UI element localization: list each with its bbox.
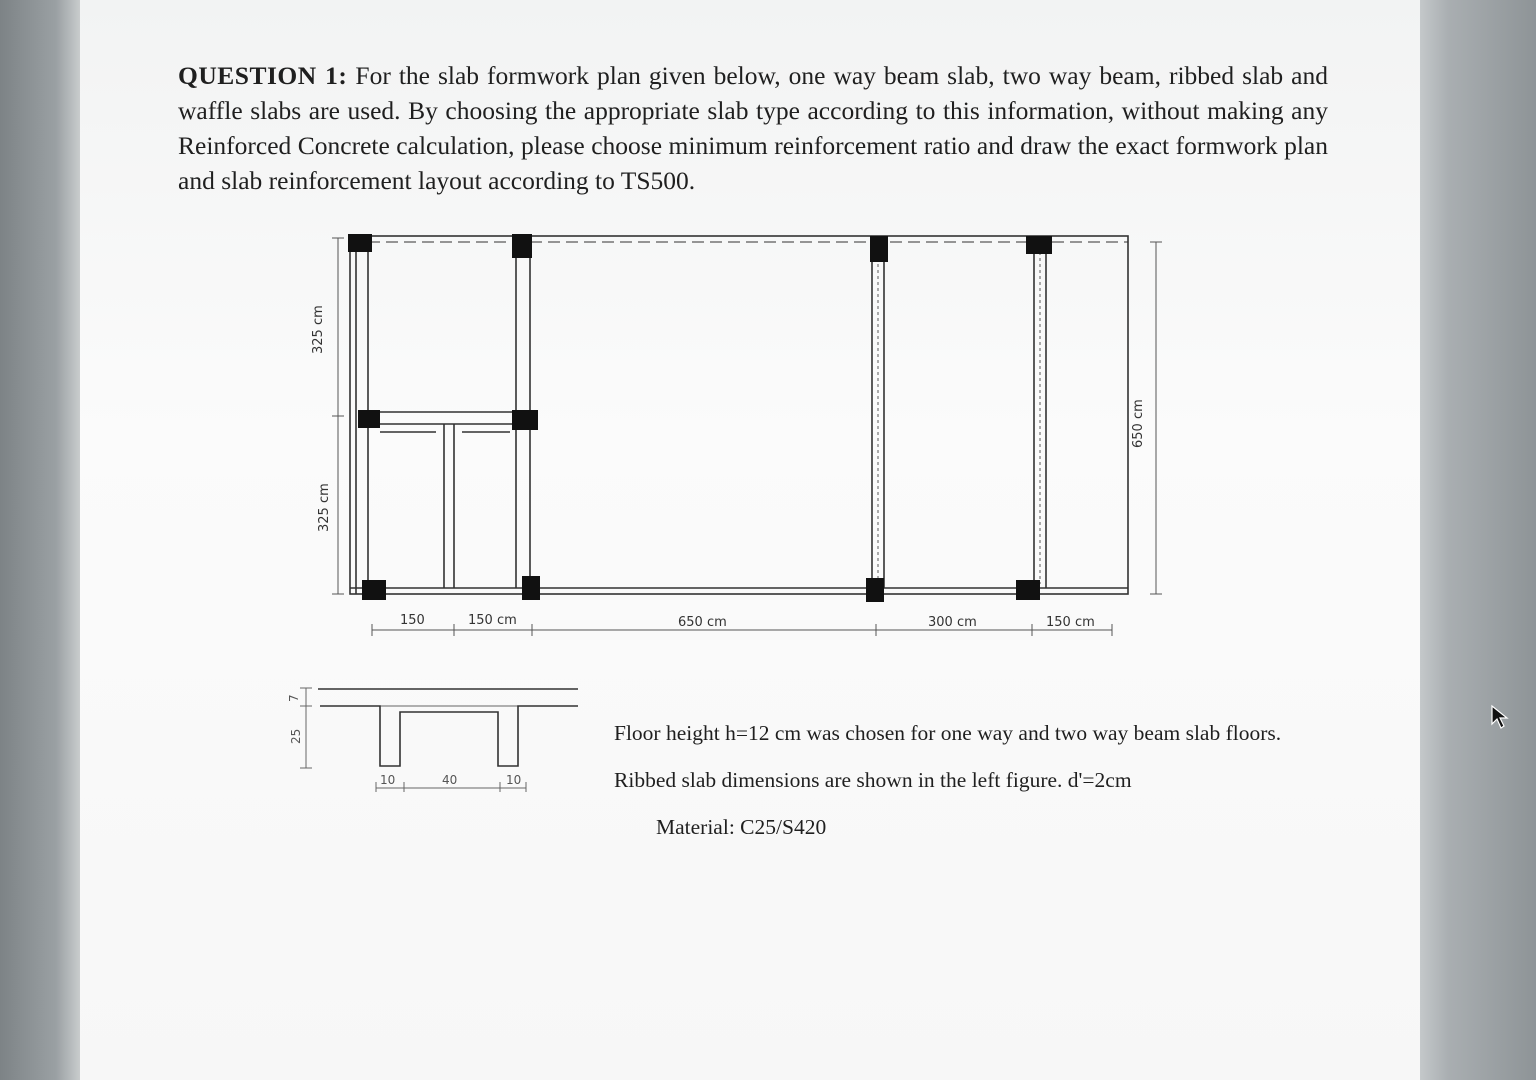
column: [866, 578, 884, 602]
column: [358, 410, 380, 428]
question-label: QUESTION 1:: [178, 61, 348, 90]
column: [1016, 580, 1040, 600]
rib-dim-25: 25: [289, 728, 303, 744]
rib-dim-10b: 10: [506, 773, 522, 787]
column: [512, 410, 538, 430]
mouse-cursor-icon: [1490, 704, 1512, 730]
dim-bottom-2: 150 cm: [468, 613, 517, 628]
monitor-bezel-right: [1420, 0, 1536, 1080]
note-material: Material: C25/S420: [656, 815, 827, 839]
column: [522, 576, 540, 600]
column: [870, 236, 888, 262]
question-text: [178, 58, 1328, 198]
dim-right: 650 cm: [1131, 399, 1146, 448]
column: [512, 234, 532, 258]
note-ribbed-slab: Ribbed slab dimensions are shown in the left figure. d'=2cm: [614, 768, 1132, 792]
rib-dim-40: 40: [442, 773, 458, 787]
column: [348, 234, 372, 252]
rib-profile: [320, 706, 578, 766]
column: [362, 580, 386, 600]
rib-dim-7: 7: [287, 694, 301, 702]
rib-dim-10a: 10: [380, 773, 396, 787]
monitor-bezel-left: [0, 0, 80, 1080]
dim-left-2: 325 cm: [317, 483, 332, 532]
dim-left-1: 325 cm: [311, 305, 326, 354]
ribbed-slab-section: [280, 676, 590, 796]
slab-outline: [350, 236, 1128, 594]
dim-bottom-4: 300 cm: [928, 615, 977, 630]
column: [1026, 236, 1052, 254]
notes: [614, 718, 1314, 842]
question-body: For the slab formwork plan given below, one way beam slab, two way beam, ribbed slab and waffle slabs are used. By choosing the appropriate slab type according to this information, without making any Reinforced Concrete calculation, please choose minimum reinforcement ratio and draw the exact formwork plan and slab reinforcement layout according to TS500.: [178, 61, 1328, 195]
formwork-plan-drawing: [290, 222, 1170, 642]
note-floor-height: Floor height h=12 cm was chosen for one way and two way beam slab floors.: [614, 721, 1282, 745]
dim-bottom-3: 650 cm: [678, 615, 727, 630]
dim-bottom-1: 150: [400, 613, 425, 628]
dim-bottom-5: 150 cm: [1046, 615, 1095, 630]
